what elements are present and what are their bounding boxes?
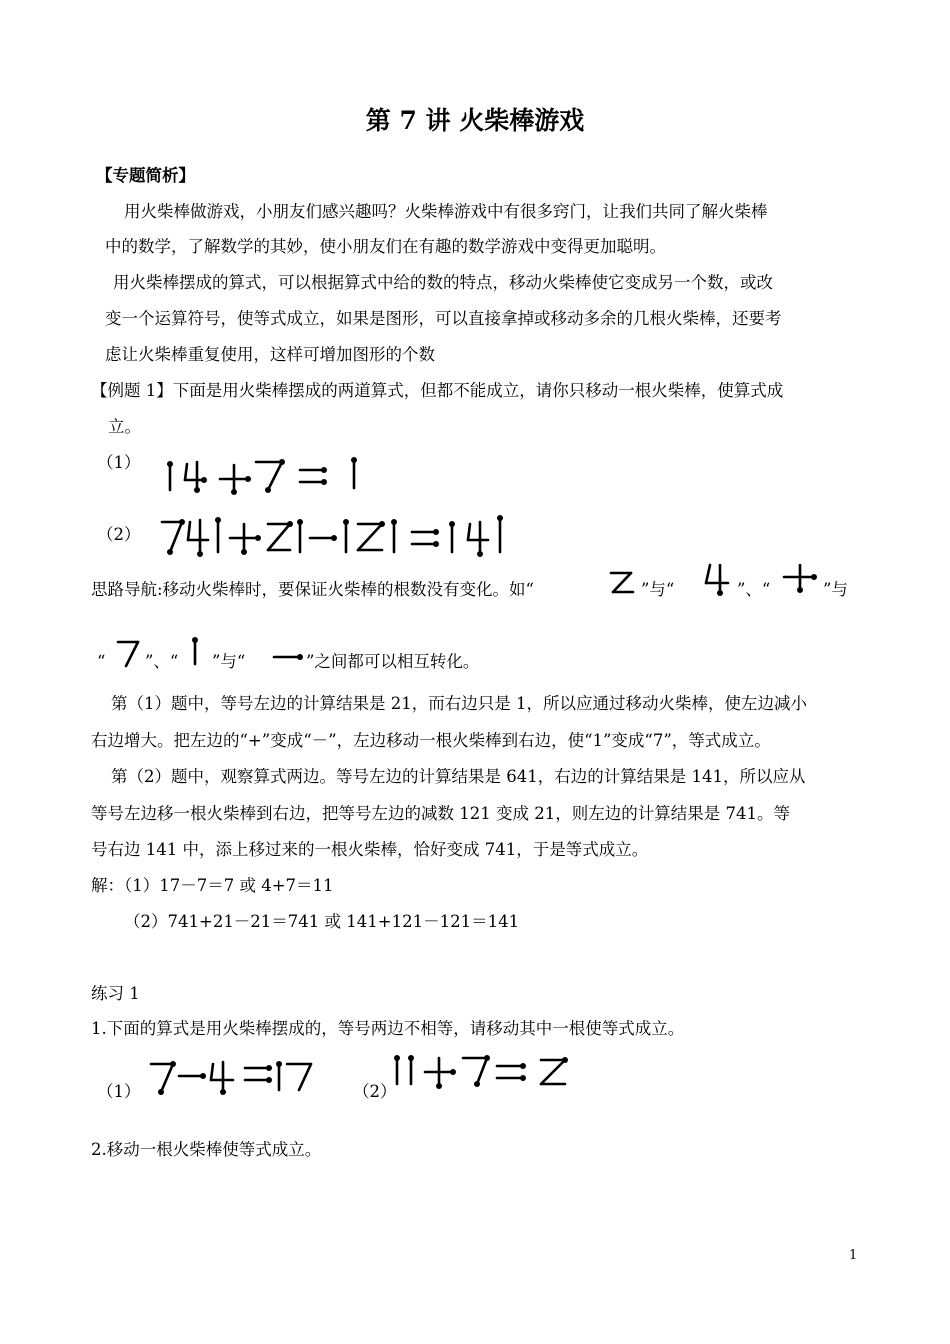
hint-text: ”之间都可以相互转化。	[306, 652, 480, 671]
explain-line: 号右边 141 中，添上移过来的一根火柴棒，恰好变成 741，于是等式成立。	[91, 840, 649, 859]
question-label: （2）	[353, 1082, 397, 1101]
explain-line: 第（2）题中，观察算式两边。等号左边的计算结果是 641，右边的计算结果是 141，所以应从	[111, 767, 806, 786]
hint-text: 思路导航:移动火柴棒时，要保证火柴棒的根数没有变化。如“	[91, 580, 534, 599]
intro-line: 变一个运算符号，使等式成立，如果是图形，可以直接拿掉或移动多余的几根火柴棒，还要考	[105, 309, 782, 328]
explain-line: 等号左边移一根火柴棒到右边，把等号左边的减数 121 变成 21，则左边的计算结果是 741。等	[91, 804, 790, 823]
explain-line: 右边增大。把左边的“+”变成“－”，左边移动一根火柴棒到右边，使“1”变成“7”，等式成立。	[91, 731, 771, 750]
intro-line: 虑让火柴棒重复使用，这样可增加图形的个数	[105, 345, 435, 364]
hint-text: ”与	[823, 580, 848, 599]
hint-text: ”、“	[737, 580, 771, 599]
question-label: （2）	[97, 525, 141, 544]
matchstick-equation	[145, 1056, 320, 1101]
question-label: （1）	[97, 453, 141, 472]
practice-question: 1.下面的算式是用火柴棒摆成的，等号两边不相等，请移动其中一根使等式成立。	[91, 1019, 685, 1038]
matchstick-equation	[154, 512, 539, 562]
practice-title: 练习 1	[91, 984, 140, 1003]
matchstick-four-icon	[700, 561, 734, 597]
intro-line: 用火柴棒摆成的算式，可以根据算式中给的数的特点，移动火柴棒使它变成另一个数，或改	[113, 273, 773, 292]
hint-text: “	[97, 652, 106, 671]
question-label: （1）	[97, 1082, 141, 1101]
explain-line: 第（1）题中，等号左边的计算结果是 21，而右边只是 1，所以应通过移动火柴棒，使左边减小	[111, 694, 807, 713]
solution-line: 解：（1）17－7＝7 或 4+7＝11	[91, 876, 334, 895]
matchstick-seven-icon	[114, 636, 144, 670]
page-number: 1	[849, 1248, 858, 1263]
matchstick-equation	[160, 452, 370, 497]
hint-text: ”与“	[641, 580, 675, 599]
intro-line: 用火柴棒做游戏，小朋友们感兴趣吗？火柴棒游戏中有很多窍门，让我们共同了解火柴棒	[124, 202, 768, 221]
matchstick-minus-icon	[270, 648, 306, 668]
solution-line: （2）741+21－21＝741 或 141+121－121＝141	[124, 912, 520, 931]
section-heading: 【专题简析】	[96, 166, 195, 185]
example-line: 【例题 1】下面是用火柴棒摆成的两道算式，但都不能成立，请你只移动一根火柴棒，使算式成	[91, 381, 784, 400]
matchstick-two-icon	[607, 568, 637, 598]
practice-question: 2.移动一根火柴棒使等式成立。	[91, 1140, 322, 1159]
matchstick-plus-icon	[780, 563, 820, 593]
intro-line: 中的数学，了解数学的其妙，使小朋友们在有趣的数学游戏中变得更加聪明。	[105, 237, 666, 256]
hint-text: ”与“	[212, 652, 246, 671]
example-line: 立。	[108, 417, 141, 436]
hint-text: ”、“	[145, 652, 179, 671]
matchstick-one-icon	[185, 634, 205, 668]
matchstick-equation	[385, 1048, 580, 1093]
page-title: 第 7 讲 火柴棒游戏	[365, 106, 585, 135]
